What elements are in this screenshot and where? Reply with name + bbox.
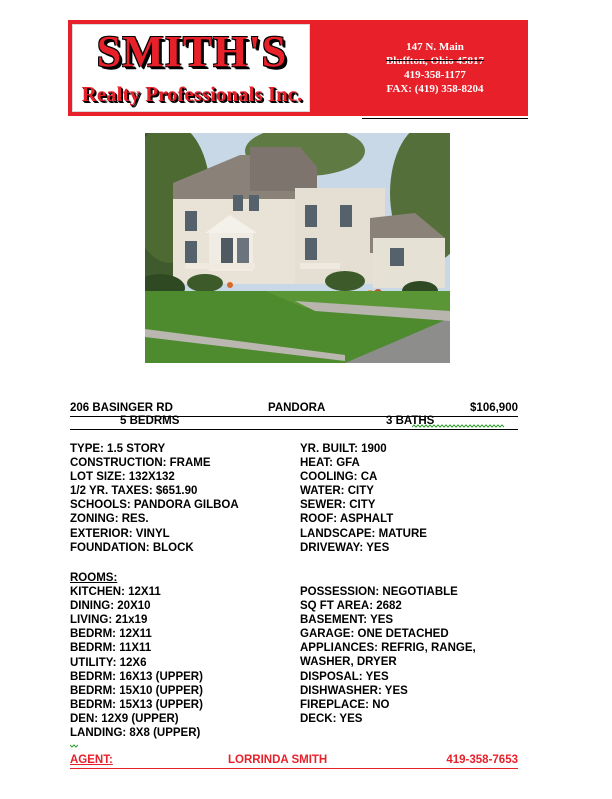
agent-name: LORRINDA SMITH [228,754,328,766]
feature-garage: GARAGE: ONE DETACHED [300,628,449,641]
detail-lot-size: LOT SIZE: 132X132 [70,471,175,484]
feature-dishwasher: DISHWASHER: YES [300,684,408,697]
company-name: SMITH'S [96,27,288,76]
room-kitchen: KITCHEN: 12X11 [70,586,161,599]
agent-phone: 419-358-7653 [446,754,518,766]
room-bedroom-upper: BEDRM: 15X10 (UPPER) [70,684,203,697]
spellcheck-squiggle [412,424,506,428]
room-dining: DINING: 20X10 [70,600,151,613]
header-rule [362,118,528,119]
room-den-upper: DEN: 12X9 (UPPER) [70,712,179,725]
detail-heat: HEAT: GFA [300,457,360,470]
detail-roof: ROOF: ASPHALT [300,513,394,526]
feature-disposal: DISPOSAL: YES [300,670,389,683]
listing-bedrooms: 5 BEDRMS [120,415,180,427]
address-phone: 419-358-1177 [404,69,466,81]
detail-driveway: DRIVEWAY: YES [300,541,390,554]
detail-year-built: YR. BUILT: 1900 [300,443,387,455]
detail-exterior: EXTERIOR: VINYL [70,527,170,540]
detail-taxes: 1/2 YR. TAXES: $651.90 [70,485,198,498]
detail-water: WATER: CITY [300,485,374,498]
listing-baths: 3 BATHS [386,415,435,427]
detail-construction: CONSTRUCTION: FRAME [70,457,211,470]
feature-appliances: APPLIANCES: REFRIG, RANGE, [300,642,476,655]
house-photo [145,133,450,363]
company-logo [72,24,310,112]
spellcheck-mark [70,744,78,748]
detail-zoning: ZONING: RES. [70,513,149,526]
address-city: Bluffton, Ohio 45817 [385,55,485,67]
feature-deck: DECK: YES [300,712,363,725]
detail-landscape: LANDSCAPE: MATURE [300,527,427,540]
feature-fireplace: FIREPLACE: NO [300,698,390,711]
agent-row [70,753,518,769]
features-section [300,585,476,726]
room-living: LIVING: 21x19 [70,614,148,627]
room-bedroom: BEDRM: 11X11 [70,642,152,655]
rooms-heading: ROOMS: [70,572,118,584]
feature-sq-ft: SQ FT AREA: 2682 [300,600,402,613]
listing-town: PANDORA [268,402,326,414]
feature-basement: BASEMENT: YES [300,614,394,627]
detail-foundation: FOUNDATION: BLOCK [70,541,194,554]
detail-cooling: COOLING: CA [300,471,378,484]
room-landing-upper: LANDING: 8X8 (UPPER) [70,727,201,740]
company-subtitle: Realty Professionals Inc. [81,82,303,106]
detail-type: TYPE: 1.5 STORY [70,443,166,455]
detail-schools: SCHOOLS: PANDORA GILBOA [70,499,239,512]
room-bedroom-upper: BEDRM: 15X13 (UPPER) [70,698,203,711]
company-address [360,40,510,96]
rooms-section [70,571,203,740]
feature-appliances-cont: WASHER, DRYER [300,656,397,669]
listing-address: 206 BASINGER RD [70,402,173,414]
address-street: 147 N. Main [406,41,464,53]
agent-label: AGENT: [70,754,113,766]
listing-price: $106,900 [470,402,518,414]
feature-possession: POSSESSION: NEGOTIABLE [300,586,458,598]
house-photo-drawing [145,133,450,363]
address-fax: FAX: (419) 358-8204 [386,83,484,95]
room-bedroom-upper: BEDRM: 16X13 (UPPER) [70,670,203,683]
details-left [70,442,239,555]
room-bedroom: BEDRM: 12X11 [70,628,152,641]
details-right [300,442,427,555]
room-utility: UTILITY: 12X6 [70,656,147,669]
detail-sewer: SEWER: CITY [300,499,376,512]
